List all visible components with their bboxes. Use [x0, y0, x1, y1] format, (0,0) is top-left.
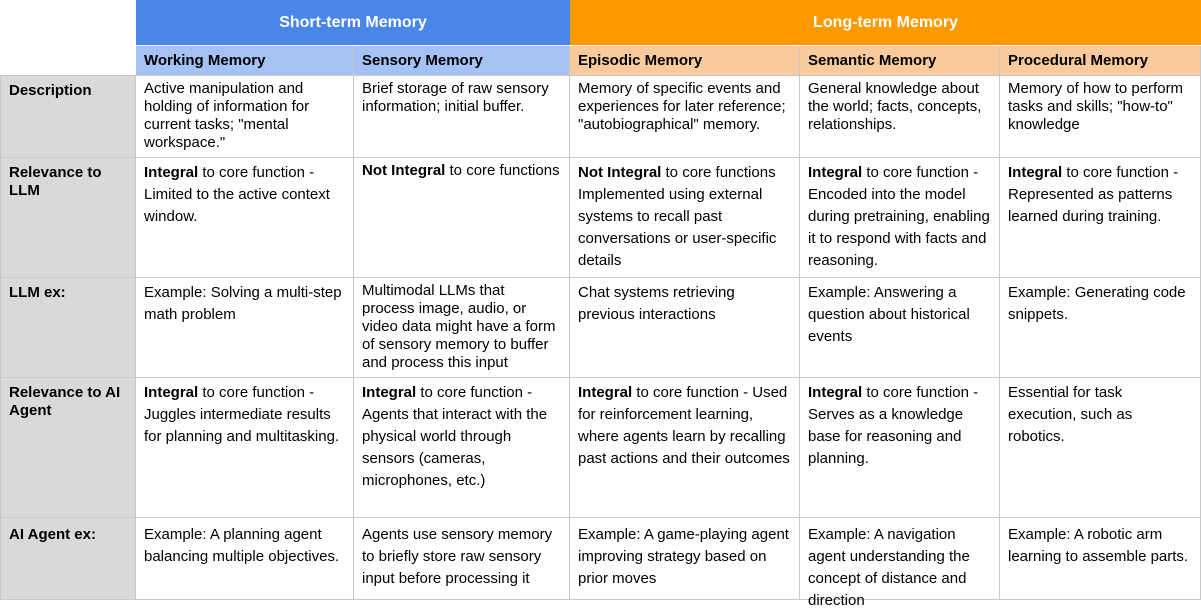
table-cell — [354, 378, 570, 518]
table-cell — [1000, 158, 1201, 278]
table-cell: Example: A robotic arm learning to assemble parts. — [1000, 518, 1201, 600]
row-header-description: Description — [0, 76, 136, 158]
table-cell: Active manipulation and holding of information for current tasks; "mental workspace." — [136, 76, 354, 158]
table-cell: Example: A game-playing agent improving strategy based on prior moves — [570, 518, 800, 600]
table-cell — [136, 378, 354, 518]
table-cell: Agents use sensory memory to briefly store raw sensory input before processing it — [354, 518, 570, 600]
cell-text: to core functions — [445, 162, 560, 179]
emphasis-text: Not Integral — [578, 164, 662, 181]
emphasis-text: Integral — [578, 384, 633, 401]
cell-text: to core function - Limited to the active context window. — [144, 164, 330, 225]
table-cell: Example: A planning agent balancing multiple objectives. — [136, 518, 354, 600]
table-cell: Multimodal LLMs that process image, audio, or video data might have a form of sensory memory to buffer and process this input — [354, 278, 570, 378]
cell-text: to core function - Represented as patterns learned during training. — [1008, 164, 1179, 225]
cell-text: Essential for task execution, such as robotics. — [1008, 384, 1133, 445]
emphasis-text: Not Integral — [362, 162, 446, 179]
table-cell: General knowledge about the world; facts, concepts, relationships. — [800, 76, 1000, 158]
table-cell: Example: Answering a question about historical events — [800, 278, 1000, 378]
cell-text: to core function - Encoded into the model during pretraining, enabling it to respond with facts and reasoning. — [808, 164, 990, 269]
row-header-relevance-llm: Relevance to LLM — [0, 158, 136, 278]
row-header-llm-ex: LLM ex: — [0, 278, 136, 378]
row-header-relevance-agent: Relevance to AI Agent — [0, 378, 136, 518]
table-cell: Example: A navigation agent understanding the concept of distance and direction — [800, 518, 1000, 600]
cell-text: to core functions Implemented using external systems to recall past conversations or user-specific details — [578, 164, 777, 269]
emphasis-text: Integral — [808, 384, 863, 401]
table-cell: Memory of specific events and experiences for later reference; "autobiographical" memory. — [570, 76, 800, 158]
cell-text: to core function - Serves as a knowledge base for reasoning and planning. — [808, 384, 979, 467]
cell-text: to core function - Used for reinforcement learning, where agents learn by recalling past actions and their outcomes — [578, 384, 790, 467]
group-header-long-term: Long-term Memory — [570, 0, 1201, 46]
emphasis-text: Integral — [362, 384, 417, 401]
table-cell — [570, 378, 800, 518]
column-header-sensory-memory: Sensory Memory — [354, 46, 570, 76]
table-cell: Example: Solving a multi-step math problem — [136, 278, 354, 378]
table-cell — [570, 158, 800, 278]
group-header-short-term: Short-term Memory — [136, 0, 570, 46]
table-cell: Chat systems retrieving previous interactions — [570, 278, 800, 378]
column-header-procedural-memory: Procedural Memory — [1000, 46, 1201, 76]
column-header-working-memory: Working Memory — [136, 46, 354, 76]
cell-text: to core function - Agents that interact with the physical world through sensors (cameras, microphones, etc.) — [362, 384, 548, 489]
table-cell — [800, 378, 1000, 518]
table-cell: Example: Generating code snippets. — [1000, 278, 1201, 378]
corner-blank — [0, 0, 136, 46]
emphasis-text: Integral — [808, 164, 863, 181]
column-header-episodic-memory: Episodic Memory — [570, 46, 800, 76]
table-cell — [800, 158, 1000, 278]
table-cell — [1000, 378, 1201, 518]
table-cell — [136, 158, 354, 278]
emphasis-text: Integral — [144, 164, 199, 181]
table-cell: Memory of how to perform tasks and skills; "how-to" knowledge — [1000, 76, 1201, 158]
emphasis-text: Integral — [1008, 164, 1063, 181]
table-cell — [354, 158, 570, 278]
emphasis-text: Integral — [144, 384, 199, 401]
cell-text: to core function - Juggles intermediate results for planning and multitasking. — [144, 384, 340, 445]
column-header-semantic-memory: Semantic Memory — [800, 46, 1000, 76]
table-cell: Brief storage of raw sensory information; initial buffer. — [354, 76, 570, 158]
corner-blank-2 — [0, 46, 136, 76]
row-header-agent-ex: AI Agent ex: — [0, 518, 136, 600]
